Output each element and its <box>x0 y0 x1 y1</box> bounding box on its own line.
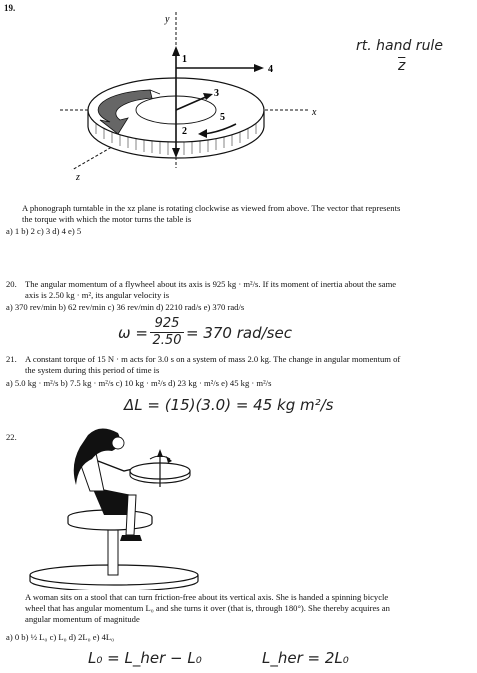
vector-3-label: 3 <box>214 88 219 99</box>
q20-work-lhs: ω = <box>118 324 148 342</box>
q20-work-result: = 370 rad/sec <box>186 324 292 342</box>
q22-text-line-2: wheel that has angular momentum L₀ and she turns it over (that is, through 180°). She thereby acquires an <box>25 603 390 613</box>
q22-text-line-3: angular momentum of magnitude <box>25 614 140 624</box>
turntable-diagram <box>0 0 477 200</box>
q21-text-line-1: A constant torque of 15 N · m acts for 3.0 s on a system of mass 2.0 kg. The change in angular momentum of <box>25 354 401 364</box>
q21-work: ΔL = (15)(3.0) = 45 kg m²/s <box>124 396 334 414</box>
q22-work-left: L₀ = L_her − L₀ <box>88 649 202 667</box>
q22-work-right: L_her = 2L₀ <box>262 649 349 667</box>
question-number-20: 20. <box>6 279 17 289</box>
q21-answer-choices: a) 5.0 kg · m²/s b) 7.5 kg · m²/s c) 10 kg · m²/s d) 23 kg · m²/s e) 45 kg · m²/s <box>6 378 272 388</box>
vector-2-label: 2 <box>182 126 187 137</box>
q20-work-denominator: 2.50 <box>152 333 182 348</box>
woman-shoe <box>120 535 142 541</box>
handwritten-note-z: $\overline{z}$ <box>398 58 406 74</box>
q19-answer-choices: a) 1 b) 2 c) 3 d) 4 e) 5 <box>6 226 82 236</box>
woman-on-stool-illustration <box>0 425 477 590</box>
z-axis-label: z <box>76 172 80 183</box>
x-axis-label: x <box>312 107 317 118</box>
vector-5-label: 5 <box>220 112 225 123</box>
woman-leg <box>126 495 136 535</box>
q19-text-line-1: A phonograph turntable in the xz plane is rotating clockwise as viewed from above. The vector that represents <box>22 203 401 213</box>
stool-post <box>108 529 118 575</box>
q20-text-line-2: axis is 2.50 kg · m², its angular velocity is <box>25 290 170 300</box>
vector-1-label: 1 <box>182 54 187 65</box>
q19-text-line-2: the torque with which the motor turns the table is <box>22 214 192 224</box>
q21-text-line-2: the system during this period of time is <box>25 365 160 375</box>
woman-face <box>112 437 124 449</box>
q20-text-line-1: The angular momentum of a flywheel about its axis is 925 kg · m²/s. If its moment of inertia about the same <box>25 279 397 289</box>
question-number-22: 22. <box>6 432 17 442</box>
question-number-21: 21. <box>6 354 17 364</box>
vector-4-label: 4 <box>268 64 273 75</box>
q22-answer-choices: a) 0 b) ½ L₀ c) L₀ d) 2L₀ e) 4L₀ <box>6 632 115 642</box>
handwritten-note-hand-rule: rt. hand rule <box>356 38 443 54</box>
question-number-19: 19. <box>4 3 16 13</box>
q22-text-line-1: A woman sits on a stool that can turn friction-free about its vertical axis. She is handed a spinning bicycle <box>25 592 389 602</box>
y-axis-label: y <box>165 14 170 25</box>
q20-work-numerator: 925 <box>154 316 180 331</box>
q20-answer-choices: a) 370 rev/min b) 62 rev/min c) 36 rev/min d) 2210 rad/s e) 370 rad/s <box>6 302 245 312</box>
